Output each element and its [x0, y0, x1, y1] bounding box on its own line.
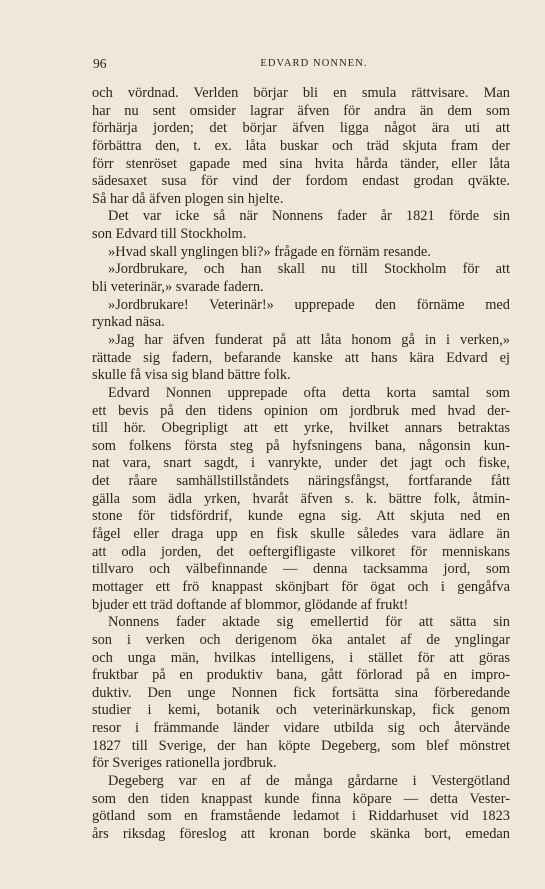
text-line: har nu sent omsider lagrar äfven för andra än dem som — [92, 102, 510, 119]
text-line: som folkens första steg på hyfsningens bana, någonsin kun- — [92, 437, 510, 454]
text-line: bjuder ett träd doftande af blommor, glödande af frukt! — [92, 596, 409, 613]
text-line: års riksdag föreslog att kronan borde skänka bort, emedan — [92, 825, 510, 842]
text-line: till hör. Obegripligt att ett yrke, hvilket annars betraktas — [92, 420, 510, 437]
running-title: EDVARD NONNEN. — [260, 58, 368, 69]
text-line: resor i främmande länder vidare utbilda sig och återvände — [92, 720, 510, 737]
text-line: förhärja jorden; det börjar äfven ligga något ära uti att — [92, 120, 510, 137]
text-line: bli veterinär,» svarade fadern. — [92, 279, 264, 296]
text-line: och vördnad. Verlden börjar bli en smula rättvisare. Man — [92, 85, 510, 101]
text-line: duktiv. Den unge Nonnen fick fortsätta sina förberedande — [92, 684, 510, 701]
text-line: förr stenröset gapade med sina hvita hårda tänder, eller låta — [92, 155, 510, 172]
text-line: gälla som ädla yrken, hvaråt äfven s. k. bättre folk, åtmin- — [92, 490, 510, 507]
text-line: som den tiden knappast kunde finna köpare — detta Vester- — [92, 790, 510, 807]
text-line: ett bevis på den tidens opinion om jordbruk med hvad der- — [92, 402, 510, 419]
text-line: Edvard Nonnen upprepade ofta detta korta samtal som — [108, 384, 510, 401]
text-line: »Jordbrukare, och han skall nu till Stockholm för att — [108, 261, 510, 278]
text-line: tillvaro och välbefinnande — denna tacksamma jord, som — [92, 561, 510, 578]
text-line: stone för tidsfördrif, kunde egna sig. Att skjuta ned en — [92, 508, 510, 525]
text-line: götland som en framstående ledamot i Riddarhuset vid 1823 — [92, 808, 510, 825]
text-line: »Jordbrukare! Veterinär!» upprepade den förnäme med — [108, 296, 510, 313]
text-line: son Edvard till Stockholm. — [92, 226, 247, 243]
text-line: skulle få visa sig bland bättre folk. — [92, 367, 291, 384]
text-line: »Hvad skall ynglingen bli?» frågade en förnäm resande. — [108, 243, 431, 260]
text-line: rättade sig fadern, befarande kanske att hans kära Edvard ej — [92, 349, 510, 366]
text-line: för Sveriges rationella jordbruk. — [92, 755, 277, 772]
page-number: 96 — [93, 56, 107, 71]
body-text — [92, 85, 510, 844]
text-line: och unga män, hvilkas intelligens, i stället för att göras — [92, 649, 510, 666]
text-line: nat vara, snart sagdt, i vanrykte, under det jagt och fiske, — [92, 455, 510, 472]
text-line: att odla jorden, det oeftergifligaste vilkoret för menniskans — [92, 543, 510, 560]
page-header — [90, 56, 510, 76]
text-line: Så har då äfven plogen sin hjelte. — [92, 190, 284, 207]
text-line: fågel eller draga upp en fisk skulle således vara ädlare än — [92, 526, 510, 543]
text-line: son i verken och derigenom öka antalet af de ynglingar — [92, 631, 510, 648]
text-line: fruktbar på en produktiv bana, gått förlorad på en impro- — [92, 667, 510, 684]
text-line: sädesaxet susa för vind der fordom endast grodan qväkte. — [92, 173, 510, 190]
text-line: Nonnens fader aktade sig emellertid för att sätta sin — [108, 614, 510, 631]
text-line: »Jag har äfven funderat på att låta honom gå in i verken,» — [108, 331, 510, 348]
text-line: det råare samhällstillståndets näringsfångst, fortfarande fått — [92, 473, 510, 490]
text-line: 1827 till Sverige, der han köpte Degeberg, som blef mönstret — [92, 737, 510, 754]
text-line: rynkad näsa. — [92, 314, 165, 331]
text-line: mottager ett frö knappast skönjbart för ögat och i gengåfva — [92, 578, 510, 595]
text-line: Det var icke så när Nonnens fader år 1821 förde sin — [108, 208, 510, 225]
text-line: studier i kemi, botanik och veterinärkunskap, fick genom — [92, 702, 510, 719]
text-line: Degeberg var en af de många gårdarne i Vestergötland — [108, 772, 510, 789]
text-line: förbättra den, t. ex. låta buskar och träd skjuta fram der — [92, 137, 510, 154]
